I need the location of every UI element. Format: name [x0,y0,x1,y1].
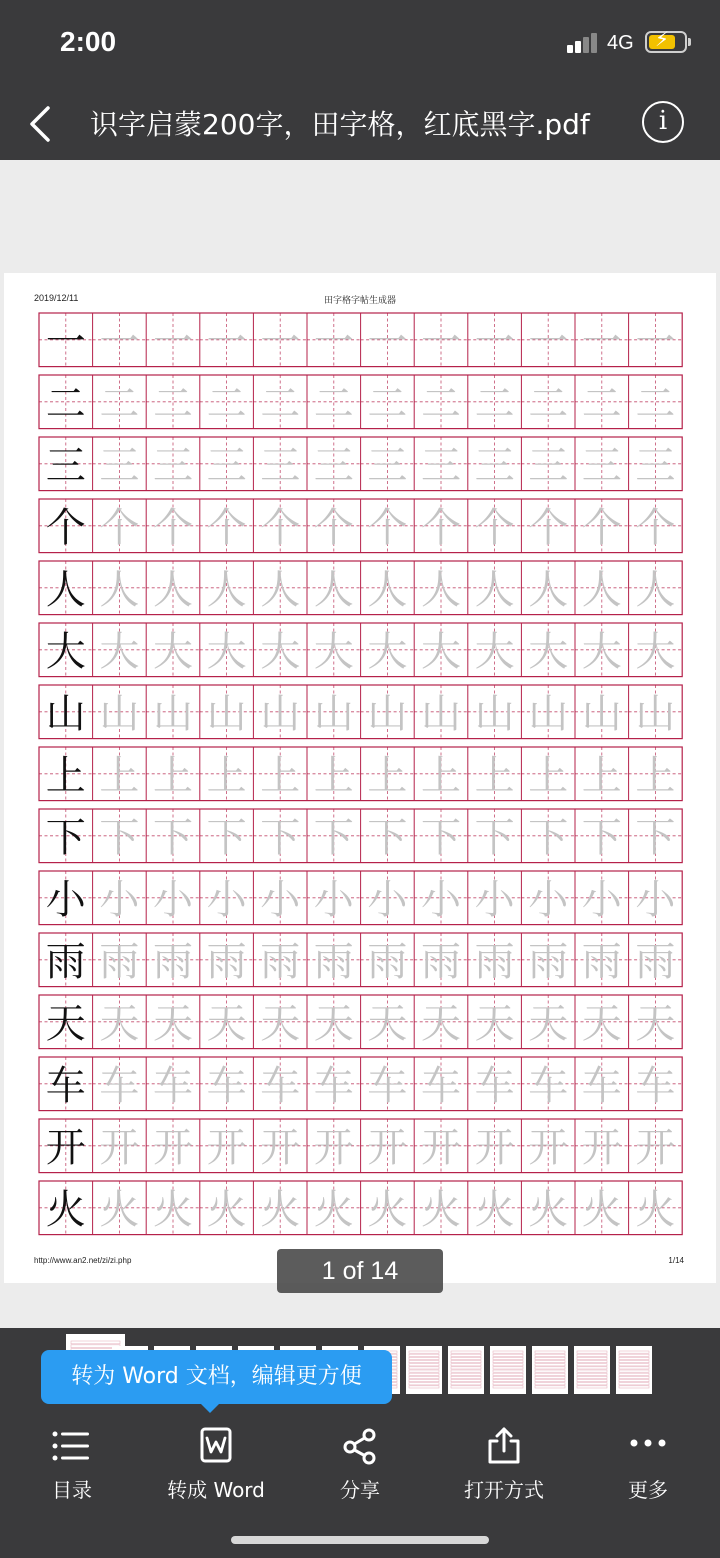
status-time: 2:00 [60,26,117,57]
practice-row [39,313,682,367]
convert-word-tooltip[interactable]: 转为 Word 文档，编辑更方便 [41,1350,392,1404]
model-character: 人 [45,566,86,613]
tracing-character: 一 [635,318,676,365]
tracing-character: 天 [635,1000,676,1047]
info-icon: i [658,106,668,136]
tracing-character: 大 [421,628,461,675]
tracing-character: 火 [635,1186,676,1233]
tracing-character: 雨 [153,938,193,985]
tracing-character: 二 [99,380,140,427]
tracing-character: 车 [260,1062,301,1109]
tracing-character: 二 [206,380,247,427]
tracing-character: 火 [99,1186,140,1233]
tracing-character: 大 [260,628,301,675]
open-with-label: 打开方式 [464,1478,544,1502]
tracing-character: 雨 [474,938,515,985]
tianzige-grid [4,273,716,1283]
tracing-character: 天 [99,1000,140,1047]
tracing-character: 大 [581,628,622,675]
tracing-character: 人 [313,566,354,613]
home-indicator[interactable] [231,1536,489,1544]
back-button[interactable] [20,100,64,148]
tracing-character: 人 [367,566,408,613]
model-character: 上 [45,752,86,799]
tracing-character: 火 [153,1186,193,1233]
top-bar [0,0,720,160]
tracing-character: 雨 [99,938,140,985]
tracing-character: 二 [367,380,408,427]
tracing-character: 上 [474,752,515,799]
tracing-character: 上 [99,752,140,799]
tracing-character: 三 [153,442,193,489]
model-character: 一 [45,318,86,365]
model-character: 个 [45,504,86,551]
model-character: 大 [45,628,86,675]
tracing-character: 山 [260,690,301,737]
tracing-character: 人 [206,566,247,613]
tracing-character: 下 [313,814,354,861]
practice-row [39,1119,682,1173]
tracing-character: 天 [421,1000,461,1047]
page-date: 2019/12/11 [34,293,79,303]
tracing-character: 一 [367,318,408,365]
tracing-character: 三 [581,442,622,489]
tracing-character: 车 [421,1062,461,1109]
tracing-character: 车 [367,1062,408,1109]
tracing-character: 车 [313,1062,354,1109]
tracing-character: 雨 [367,938,408,985]
tracing-character: 小 [421,876,461,923]
model-character: 火 [45,1186,86,1233]
tracing-character: 车 [99,1062,140,1109]
tracing-character: 大 [206,628,247,675]
chevron-left-icon [20,100,64,148]
tracing-character: 上 [528,752,569,799]
practice-row [39,1057,682,1111]
tracing-character: 开 [206,1124,247,1171]
more-label: 更多 [628,1478,668,1502]
tracing-character: 雨 [313,938,354,985]
tracing-character: 大 [153,628,193,675]
tracing-character: 二 [153,380,193,427]
page-thumbnail[interactable] [448,1346,484,1394]
tracing-character: 人 [474,566,515,613]
tracing-character: 二 [474,380,515,427]
practice-row [39,747,682,801]
more-button[interactable] [576,1426,720,1516]
tracing-character: 开 [99,1124,140,1171]
tracing-character: 下 [635,814,676,861]
practice-row [39,623,682,677]
tracing-character: 车 [581,1062,622,1109]
page-thumbnail[interactable] [616,1346,652,1394]
practice-row [39,933,682,987]
tracing-character: 车 [528,1062,569,1109]
tracing-character: 小 [313,876,354,923]
tracing-character: 三 [474,442,515,489]
model-character: 开 [45,1124,86,1171]
page-indicator: 1 of 14 [277,1249,443,1293]
model-character: 三 [45,442,86,489]
info-button[interactable] [642,101,684,143]
model-character: 小 [45,876,86,923]
tracing-character: 山 [635,690,676,737]
contents-button[interactable] [0,1426,144,1516]
tracing-character: 二 [313,380,354,427]
tracing-character: 个 [635,504,676,551]
tracing-character: 个 [260,504,301,551]
tracing-character: 上 [635,752,676,799]
tracing-character: 小 [367,876,408,923]
tracing-character: 小 [474,876,515,923]
tracing-character: 个 [313,504,354,551]
tracing-character: 雨 [421,938,461,985]
tracing-character: 天 [474,1000,515,1047]
share-icon [338,1426,382,1466]
tracing-character: 下 [206,814,247,861]
tracing-character: 一 [421,318,461,365]
tracing-character: 火 [421,1186,461,1233]
tracing-character: 三 [313,442,354,489]
tracing-character: 车 [474,1062,515,1109]
tracing-character: 雨 [206,938,247,985]
tracing-character: 三 [367,442,408,489]
tracing-character: 小 [99,876,140,923]
tracing-character: 一 [528,318,569,365]
battery-charging-icon: ⚡ [645,31,687,53]
tracing-character: 个 [99,504,140,551]
tracing-character: 开 [635,1124,676,1171]
tracing-character: 开 [528,1124,569,1171]
more-icon [626,1426,670,1466]
tracing-character: 个 [421,504,461,551]
tracing-character: 大 [367,628,408,675]
tracing-character: 火 [367,1186,408,1233]
tracing-character: 山 [367,690,408,737]
tracing-character: 三 [206,442,247,489]
convert-word-button[interactable] [144,1426,288,1516]
tracing-character: 大 [528,628,569,675]
tracing-character: 二 [581,380,622,427]
convert-word-label: 转成 Word [167,1478,265,1502]
tracing-character: 天 [206,1000,247,1047]
practice-row [39,1181,682,1235]
tracing-character: 天 [581,1000,622,1047]
practice-row [39,809,682,863]
model-character: 车 [45,1062,86,1109]
tracing-character: 人 [581,566,622,613]
tracing-character: 山 [99,690,140,737]
document-title: 识字启蒙200字，田字格，红底黑字.pdf [90,108,590,141]
tracing-character: 三 [99,442,140,489]
tracing-character: 山 [474,690,515,737]
tracing-character: 上 [313,752,354,799]
tracing-character: 山 [153,690,193,737]
tracing-character: 天 [528,1000,569,1047]
model-character: 下 [45,814,86,861]
tracing-character: 车 [206,1062,247,1109]
model-character: 山 [45,690,86,737]
tracing-character: 火 [528,1186,569,1233]
tracing-character: 下 [528,814,569,861]
tracing-character: 上 [260,752,301,799]
page-header: 田字格字帖生成器 [323,296,396,306]
tracing-character: 小 [206,876,247,923]
tracing-character: 二 [528,380,569,427]
tracing-character: 二 [421,380,461,427]
tracing-character: 一 [206,318,247,365]
practice-row [39,871,682,925]
open-with-button[interactable] [432,1426,576,1516]
bottom-toolbar [0,1414,720,1558]
tracing-character: 个 [153,504,193,551]
tracing-character: 天 [260,1000,301,1047]
tracing-character: 下 [421,814,461,861]
tracing-character: 个 [528,504,569,551]
tracing-character: 一 [581,318,622,365]
tracing-character: 大 [313,628,354,675]
tracing-character: 小 [635,876,676,923]
tracing-character: 上 [367,752,408,799]
tracing-character: 下 [153,814,193,861]
tracing-character: 人 [153,566,193,613]
contents-label: 目录 [52,1478,92,1502]
tracing-character: 小 [153,876,193,923]
tracing-character: 人 [99,566,140,613]
word-convert-icon [194,1426,238,1466]
tracing-character: 开 [367,1124,408,1171]
tracing-character: 三 [421,442,461,489]
tracing-character: 三 [260,442,301,489]
tracing-character: 一 [313,318,354,365]
signal-bars-icon [567,33,601,53]
tracing-character: 二 [635,380,676,427]
tracing-character: 小 [581,876,622,923]
practice-row [39,375,682,429]
tracing-character: 个 [474,504,515,551]
share-label: 分享 [340,1478,380,1502]
tracing-character: 大 [635,628,676,675]
tracing-character: 小 [528,876,569,923]
tracing-character: 大 [474,628,515,675]
tracing-character: 车 [153,1062,193,1109]
tracing-character: 一 [153,318,193,365]
practice-row [39,437,682,491]
tracing-character: 三 [635,442,676,489]
tracing-character: 一 [260,318,301,365]
pdf-page[interactable] [4,273,716,1283]
tracing-character: 人 [421,566,461,613]
tracing-character: 下 [260,814,301,861]
tracing-character: 下 [99,814,140,861]
tracing-character: 人 [635,566,676,613]
tracing-character: 开 [260,1124,301,1171]
tracing-character: 雨 [581,938,622,985]
tracing-character: 开 [474,1124,515,1171]
tracing-character: 人 [260,566,301,613]
tracing-character: 山 [581,690,622,737]
tracing-character: 二 [260,380,301,427]
tracing-character: 个 [206,504,247,551]
tracing-character: 上 [153,752,193,799]
tracing-character: 天 [153,1000,193,1047]
tracing-character: 下 [367,814,408,861]
tracing-character: 山 [421,690,461,737]
practice-row [39,685,682,739]
tracing-character: 一 [474,318,515,365]
page-number-footer: 1/14 [668,1256,684,1265]
tracing-character: 下 [581,814,622,861]
tracing-character: 火 [581,1186,622,1233]
practice-row [39,561,682,615]
page-thumbnail[interactable] [574,1346,610,1394]
tracing-character: 个 [581,504,622,551]
tracing-character: 小 [260,876,301,923]
tracing-character: 山 [313,690,354,737]
tracing-character: 开 [153,1124,193,1171]
tracing-character: 开 [421,1124,461,1171]
tracing-character: 雨 [260,938,301,985]
page-thumbnail[interactable] [406,1346,442,1394]
tracing-character: 上 [421,752,461,799]
tracing-character: 开 [581,1124,622,1171]
tracing-character: 雨 [528,938,569,985]
model-character: 雨 [45,938,86,985]
network-label: 4G [607,32,634,54]
tracing-character: 火 [206,1186,247,1233]
page-url: http://www.an2.net/zi/zi.php [34,1256,132,1265]
tracing-character: 天 [313,1000,354,1047]
practice-row [39,499,682,553]
tracing-character: 开 [313,1124,354,1171]
tracing-character: 山 [206,690,247,737]
tracing-character: 天 [367,1000,408,1047]
tracing-character: 三 [528,442,569,489]
tracing-character: 火 [313,1186,354,1233]
tracing-character: 火 [474,1186,515,1233]
tracing-character: 一 [99,318,140,365]
model-character: 天 [45,1000,86,1047]
list-icon [50,1426,94,1466]
tooltip-arrow [200,1403,220,1413]
page-thumbnail[interactable] [490,1346,526,1394]
tracing-character: 人 [528,566,569,613]
share-button[interactable] [288,1426,432,1516]
tracing-character: 大 [99,628,140,675]
tracing-character: 山 [528,690,569,737]
tracing-character: 下 [474,814,515,861]
open-with-icon [482,1426,526,1466]
page-thumbnail[interactable] [532,1346,568,1394]
tracing-character: 个 [367,504,408,551]
tracing-character: 上 [581,752,622,799]
practice-row [39,995,682,1049]
tracing-character: 车 [635,1062,676,1109]
model-character: 二 [45,380,86,427]
tracing-character: 雨 [635,938,676,985]
tracing-character: 火 [260,1186,301,1233]
tracing-character: 上 [206,752,247,799]
